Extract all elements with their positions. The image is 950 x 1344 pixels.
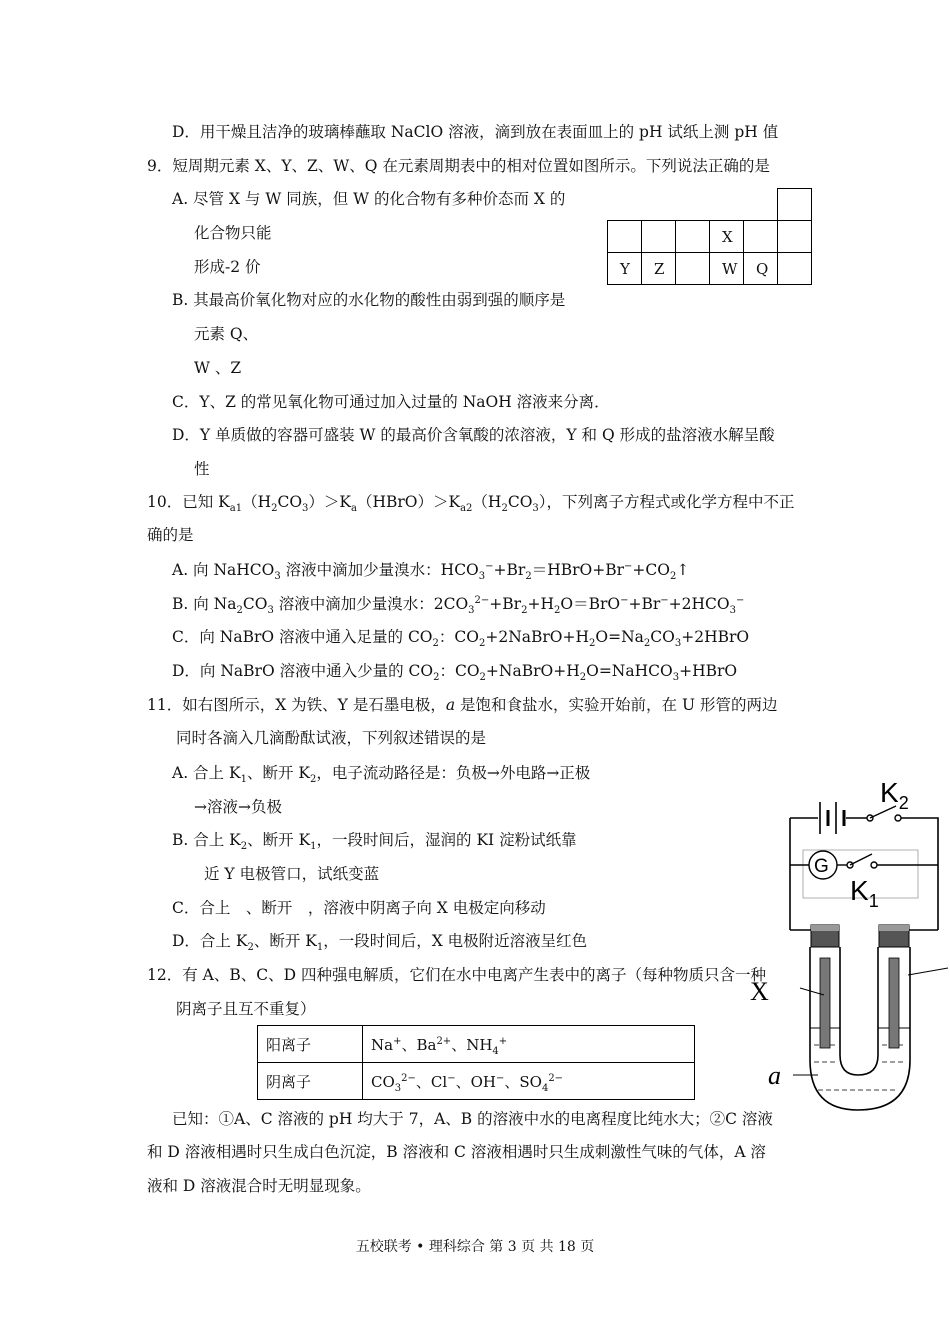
pt-cell	[676, 221, 710, 253]
pt-cell-w: W	[710, 253, 744, 285]
q10-option-b: B. 向 $Na_2CO_3$ 溶液中滴加少量溴水：$2CO_3^{2-}+Br_2+H_2O=BrO^-+Br^-+2HCO_3^-$	[172, 594, 745, 617]
q9-option-a-line3: 形成-2 价	[194, 258, 261, 276]
pt-cell-q: Q	[744, 253, 778, 285]
q9-option-b-line1: B. 其最高价氧化物对应的水化物的酸性由弱到强的顺序是	[172, 291, 566, 309]
q8-option-d: D．用干燥且洁净的玻璃棒蘸取 NaClO 溶液，滴到放在表面皿上的 pH 试纸上测 pH 值	[172, 123, 779, 141]
page-footer: 五校联考 • 理科综合 第 3 页 共 18 页	[355, 1239, 595, 1255]
q9-stem: 9．短周期元素 X、Y、Z、W、Q 在元素周期表中的相对位置如图所示。下列说法正确的是	[147, 157, 770, 175]
periodic-table-fragment	[607, 188, 812, 285]
pt-cell	[744, 221, 778, 253]
q12-stem-line2: 阴离子且互不重复）	[176, 1000, 316, 1018]
electrode-x	[820, 958, 830, 1048]
ion-table-anion-label: 阴离子	[258, 1063, 363, 1100]
k2-label: $K_2$	[880, 777, 909, 813]
electrode-x-label: X	[750, 977, 769, 1006]
q10-stem-line2: 确的是	[147, 526, 194, 544]
ion-table	[257, 1025, 695, 1100]
q11-stem: 11．如右图所示，X 为铁、Y 是石墨电极，a 是饱和食盐水，实验开始前，在 U 形管的两边	[147, 696, 778, 714]
pt-cell	[608, 221, 642, 253]
q9-option-b-line2: 元素 Q、	[194, 325, 259, 343]
solution-label: a	[768, 1061, 781, 1090]
pt-cell	[676, 253, 710, 285]
ion-table-cation-label: 阳离子	[258, 1026, 363, 1063]
pt-cell	[778, 253, 812, 285]
ion-table-anions: $CO_3^{2-}$、Cl−、OH−、$SO_4^{2-}$	[363, 1063, 695, 1100]
q9-option-a-line2: 化合物只能	[194, 224, 272, 242]
electrode-y	[889, 958, 899, 1048]
pt-cell	[778, 221, 812, 253]
q10-option-c: C．向 NaBrO 溶液中通入足量的 $CO_2$：$CO_2+2NaBrO+H_2O=Na_2CO_3+2HBrO$	[172, 628, 750, 650]
known-line1: 已知：①A、C 溶液的 pH 均大于 7，A、B 的溶液中水的电离程度比纯水大；②C 溶液	[172, 1110, 773, 1128]
q11-option-c: C．合上 、断开 ，溶液中阴离子向 X 电极定向移动	[172, 899, 546, 917]
q10-option-d: D．向 NaBrO 溶液中通入少量的 $CO_2$：$CO_2+NaBrO+H_2O=NaHCO_3+HBrO$	[172, 662, 738, 684]
q11-option-a-line1: A. 合上 $K_1$、断开 $K_2$，电子流动路径是：负极→外电路→正极	[172, 764, 591, 786]
q10-option-a: A. 向 NaHCO$_3$ 溶液中滴加少量溴水：$HCO_3^-+Br_2=HBrO+Br^-+CO_2↑$	[172, 560, 690, 583]
pt-cell-r1-6	[778, 189, 812, 221]
q11-option-b-line2: 近 Y 电极管口，试纸变蓝	[204, 865, 380, 883]
ion-table-cations: Na+、$Ba^{2+}$、$NH_4^+$	[363, 1026, 695, 1063]
q10-stem: 10．已知 $K_{a1}(H_2CO_3)>K_a(HBrO)>K_{a2}(H_2CO_3)$，下列离子方程式或化学方程中不正	[147, 493, 795, 515]
q9-option-b-line3: W 、Z	[194, 359, 242, 377]
q11-option-d: D．合上 $K_2$、断开 $K_1$，一段时间后，X 电极附近溶液呈红色	[172, 932, 588, 954]
q11-stem-line2: 同时各滴入几滴酚酞试液，下列叙述错误的是	[176, 729, 487, 747]
q9-option-c: C．Y、Z 的常见氧化物可通过加入过量的 NaOH 溶液来分离．	[172, 393, 610, 411]
q9-option-d-line1: D．Y 单质做的容器可盛装 W 的最高价含氧酸的浓溶液，Y 和 Q 形成的盐溶液水解呈酸	[172, 426, 775, 444]
pt-cell-z: Z	[642, 253, 676, 285]
q11-option-b-line1: B. 合上 $K_2$、断开 $K_1$，一段时间后，湿润的 KI 淀粉试纸靠	[172, 831, 577, 853]
q9-option-d-line2: 性	[194, 460, 210, 478]
pt-cell-y: Y	[608, 253, 642, 285]
q11-option-a-line2: →溶液→负极	[194, 798, 282, 816]
electrolysis-diagram	[748, 770, 950, 1120]
pt-cell	[642, 221, 676, 253]
galvanometer-label: G	[814, 856, 829, 877]
q12-stem: 12．有 A、B、C、D 四种强电解质，它们在水中电离产生表中的离子（每种物质只含一种	[147, 966, 766, 984]
known-line2: 和 D 溶液相遇时只生成白色沉淀，B 溶液和 C 溶液相遇时只生成刺激性气味的气体，A 溶	[147, 1143, 766, 1161]
pt-cell-x: X	[710, 221, 744, 253]
k1-label: $K_1$	[850, 875, 879, 911]
q9-option-a-line1: A. 尽管 X 与 W 同族，但 W 的化合物有多种价态而 X 的	[172, 190, 566, 208]
known-line3: 液和 D 溶液混合时无明显现象。	[147, 1177, 371, 1195]
